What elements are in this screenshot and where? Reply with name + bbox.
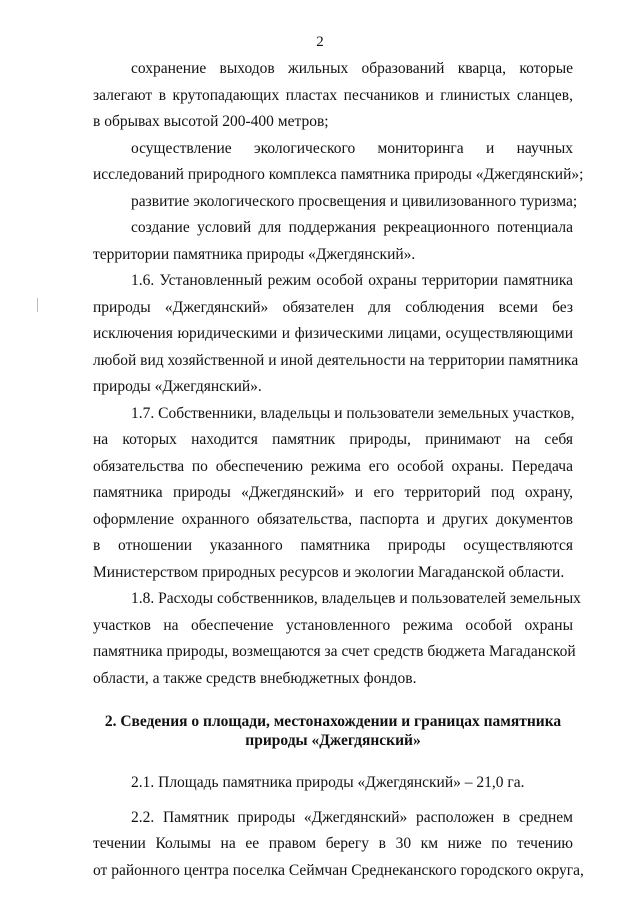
- text-line: оформление охранного обязательства, паспорта и других документов: [93, 510, 573, 528]
- margin-mark: [37, 298, 38, 312]
- text-line: памятника природы «Джегдянский» и его территорий под охрану,: [93, 484, 573, 501]
- text-line: течении Колымы на ее правом берегу в 30 км ниже по течению: [93, 835, 573, 852]
- text-line: территории памятника природы «Джегдянский».: [93, 245, 416, 263]
- text-line: 2.2. Памятник природы «Джегдянский» расположен в среднем: [131, 808, 573, 826]
- page-number: 2: [316, 34, 324, 50]
- text-line: в отношении указанного памятника природы осуществляются: [93, 537, 573, 554]
- text-line: участков на обеспечение установленного режима особой охраны: [93, 616, 573, 634]
- text-line: обязательства по обеспечению режима его особой охраны. Передача: [93, 457, 573, 475]
- text-line: создание условий для поддержания рекреационного потенциала: [131, 219, 573, 236]
- text-line: сохранение выходов жильных образований кварца, которые: [131, 60, 573, 77]
- text-line: области, а также средств внебюджетных фондов.: [93, 669, 417, 687]
- section-heading: природы «Джегдянский»: [245, 732, 421, 749]
- text-line: исключения юридическими и физическими лицами, осуществляющими: [93, 325, 573, 342]
- text-line: развитие экологического просвещения и цивилизованного туризма;: [131, 192, 578, 210]
- text-line: природы «Джегдянский».: [93, 378, 262, 395]
- text-line: на которых находится памятник природы, принимают на себя: [93, 431, 573, 448]
- text-line: в обрывах высотой 200-400 метров;: [93, 113, 329, 130]
- text-line: памятника природы, возмещаются за счет средств бюджета Магаданской: [93, 643, 576, 660]
- text-line: Министерством природных ресурсов и экологии Магаданской области.: [93, 563, 565, 581]
- text-line: природы «Джегдянский» обязателен для соблюдения всеми без: [93, 298, 573, 316]
- text-line: 2.1. Площадь памятника природы «Джегдянский» – 21,0 га.: [131, 774, 525, 791]
- section-heading: 2. Сведения о площади, местонахождении и границах памятника: [104, 713, 562, 730]
- text-line: 1.8. Расходы собственников, владельцев и пользователей земельных: [131, 590, 581, 607]
- text-line: осуществление экологического мониторинга и научных: [131, 139, 573, 157]
- text-line: 1.6. Установленный режим особой охраны территории памятника: [131, 272, 573, 289]
- text-line: исследований природного комплекса памятника природы «Джегдянский»;: [93, 166, 584, 183]
- text-line: 1.7. Собственники, владельцы и пользователи земельных участков,: [131, 404, 575, 422]
- page-body: [93, 56, 584, 884]
- text-line: залегают в крутопадающих пластах песчаников и глинистых сланцев,: [93, 86, 573, 104]
- text-line: любой вид хозяйственной и иной деятельности на территории памятника: [93, 351, 579, 369]
- text-line: от районного центра поселка Сеймчан Среднеканского городского округа,: [93, 861, 584, 879]
